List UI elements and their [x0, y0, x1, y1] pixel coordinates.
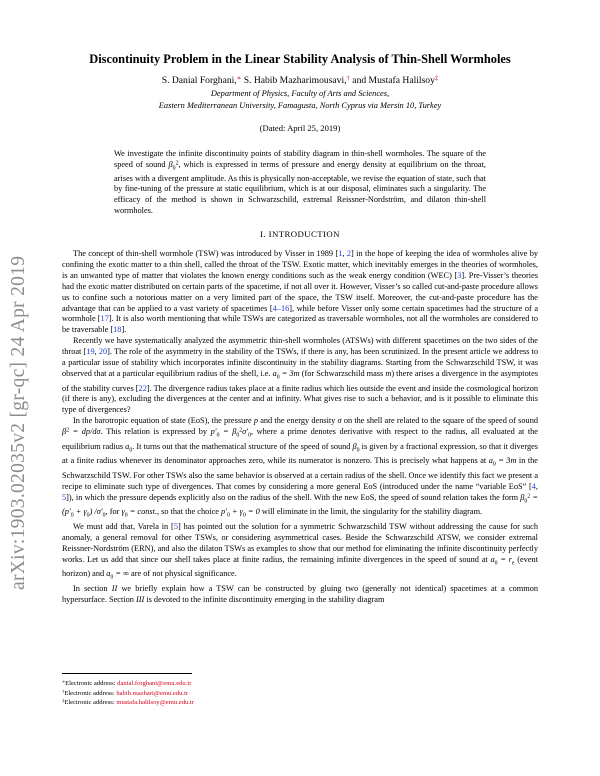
text: (for Schwarzschild mass [299, 368, 386, 378]
math: a [125, 441, 130, 451]
affiliation-line: Department of Physics, Faculty of Arts and Sciences, [210, 89, 390, 98]
text: ]. The divergence radius takes place at a finite radius which lies outside the event and inside the cosmological horizon (if there is any), excluding the divergences at the center and at infinity. What gives rise to such a behavior, and is it possible to eliminate this type of divergences? [62, 383, 538, 415]
text: ]), in which the pressure depends explicitly also on the radius of the shell. With the new EoS, the speed of sound relation takes the form [66, 492, 521, 502]
paragraph [62, 522, 538, 584]
math: β [352, 441, 357, 451]
text: , [94, 347, 99, 357]
footnote [62, 679, 538, 689]
citation-link[interactable]: 20 [98, 347, 108, 357]
math: + γ [229, 507, 243, 517]
footnote-mark: ∗ [62, 678, 66, 684]
text: . It turns out that the mathematical structure of the speed of sound [132, 441, 353, 451]
text: ) there arises a divergence in the asymptotes of the stability curves [ [62, 368, 538, 393]
text: Recently we have systematically analyzed the asymmetric thin-shell wormholes (ATSWs) with different spacetimes on the two sides of the throat [ [62, 336, 538, 357]
citation-link[interactable]: 5 [173, 521, 178, 531]
math: m [385, 368, 392, 378]
math: a [490, 554, 495, 564]
math: γ [121, 507, 125, 517]
math: 0 [216, 432, 220, 439]
footnote [62, 689, 538, 699]
affiliation-line: Eastern Mediterranean University, Famagusta, North Cyprus via Mersin 10, Turkey [158, 101, 442, 110]
section-heading: I. INTRODUCTION [260, 229, 340, 239]
text: , for [105, 507, 122, 517]
math: 0 [276, 374, 280, 381]
text: , so that the choice [156, 507, 222, 517]
footnote-label: Electronic address: [65, 680, 118, 687]
text: In section [73, 583, 112, 593]
math: = 0 [245, 507, 260, 517]
math: a [272, 368, 277, 378]
math: 0 [172, 165, 176, 172]
math: 0 [70, 512, 74, 519]
math: = ∞ [113, 569, 129, 579]
footnote-marker[interactable]: † [346, 74, 350, 82]
email-link[interactable]: habib.mazhari@emu.edu.tr [116, 689, 189, 697]
text: will eliminate in the limit, the singularity for the stability diagram. [259, 507, 483, 517]
math: ) /σ′ [89, 507, 103, 517]
math: 0 [248, 432, 251, 439]
email-link[interactable]: mustafa.halilsoy@emu.edu.tr [116, 699, 194, 707]
paragraph [62, 336, 538, 416]
abstract-text: , which is expressed in terms of pressure and energy density at equilibrium on the throat, arises with a divergent amplitude. As this is physically non-acceptable, we revise the equation of state, such that by fine-tuning of the pressure at static equilibrium, which is at our disposal, eliminates such a singularity. The efficacy of the method is shown in Schwarzschild, extremal Reissner-Nordström, and dilaton thin-shell wormholes. [114, 159, 486, 215]
text: is devoted to the infinite discontinuity emerging in the stability diagram [144, 594, 385, 604]
math: e [511, 560, 515, 567]
citation-link[interactable]: 5 [62, 492, 67, 502]
introduction-body [62, 249, 538, 605]
citation-link[interactable]: 19 [86, 347, 95, 357]
footnote-marker[interactable]: ∗ [236, 74, 242, 82]
citation-link[interactable]: 1 [338, 249, 343, 258]
math: 0 [524, 498, 528, 505]
date-line: (Dated: April 25, 2019) [259, 123, 341, 133]
math: = r [497, 554, 512, 564]
paragraph [62, 584, 538, 606]
text: and the energy density [258, 416, 338, 426]
math: 0 [236, 432, 240, 439]
text: on the shell are related to the square of the speed of sound [341, 416, 538, 426]
paragraph [62, 416, 538, 522]
text: ]. Pre-Visser’s theories had the exotic matter distributed on certain parts of the spacetime, if not all over it. However, Visser’s so called cut-and-paste procedure allows us to confine such a notorious matter on a very limited part of the space, the TSW itself. Moreover, the cut-and-paste procedure has the advantage that can be applied to a vast variety of spacetimes [ [62, 270, 538, 313]
citation-link[interactable]: 17 [100, 314, 109, 324]
math: = 3m [279, 368, 300, 378]
text: (event horizon) and [62, 554, 538, 579]
math: a [106, 569, 111, 579]
math: 0 [86, 512, 90, 519]
text: ]. It is also worth mentioning that while TSWs are categorized as traversable wormholes, not all the wormholes are considered to be traversable [ [62, 314, 538, 335]
math: 0 [356, 447, 360, 454]
text: ]. [121, 325, 127, 335]
citation-link[interactable]: 18 [113, 325, 122, 335]
author-name: and Mustafa Halilsoy [349, 75, 435, 86]
math: = 3m [495, 456, 517, 466]
text: , [342, 249, 347, 258]
footnote-rule [62, 673, 192, 674]
paragraph [62, 249, 538, 336]
text: is given by a fractional expression, so that it diverges at a finite radius whenever its denominator approaches zero, while its numerator is nonzero. This is precisely what happens at [62, 441, 539, 466]
footnote-mark: † [62, 688, 65, 694]
paper-title: Discontinuity Problem in the Linear Stability Analysis of Thin-Shell Wormholes [89, 52, 511, 66]
citation-link[interactable]: 4–16 [272, 303, 290, 313]
arxiv-stamp-text: arXiv:1903.02035v2 [gr-qc] 24 Apr 2019 [8, 255, 29, 590]
math: a [488, 456, 493, 466]
math: 2 [175, 159, 179, 166]
math: σ′ [242, 427, 249, 437]
text: in the Schwarzschild TSW. For other TSWs also the same behavior is observed at a certain radius of the shell. Once we identify this fact we present a recipe to eliminate such type of divergences. That comes by considering a more general EoS (introduced under the name “variable EoS” [ [62, 456, 538, 491]
math: β [520, 492, 525, 502]
math: β [168, 159, 173, 169]
citation-link[interactable]: 2 [346, 249, 352, 258]
footnote [62, 698, 538, 708]
math: 0 [494, 560, 498, 567]
math: 0 [129, 447, 133, 454]
math: 0 [242, 512, 246, 519]
text: , where a prime denotes derivative with respect to the radius, all evaluated at the equilibrium radius [62, 427, 538, 451]
text: ] has pointed out the solution for a symmetric Schwarzschild TSW without addressing the cause for such anomaly, a general removal for other TSWs, or considering asymmetrical cases. Beside the Schwarzschild ATSW, we consider extremal Reissner-Nordström (ERN), and also the dilaton TSWs as examples to show that our method for eliminating the infinite discontinuity perfectly works. Let us add that since our shell takes place at finite radius, the remaining infinite divergences in the speed of sound at [62, 521, 538, 564]
email-link[interactable]: danial.forghani@emu.edu.tr [117, 680, 192, 687]
text: We must add that, Varela in [ [73, 521, 174, 531]
text: ], while before Visser only some certain spacetimes had the structure of a wormhole [ [62, 303, 538, 324]
author-name: S. Danial Forghani, [161, 75, 237, 86]
abstract [114, 149, 486, 216]
footnote-label: Electronic address: [64, 689, 117, 697]
footnote-mark: ‡ [62, 698, 65, 704]
math: p′ [221, 507, 228, 517]
math: 2 [527, 493, 531, 500]
citation-link[interactable]: 22 [138, 383, 147, 393]
author-list [62, 75, 538, 86]
math: p′ [210, 427, 217, 437]
footnotes [62, 679, 538, 708]
math: 0 [110, 574, 114, 581]
abstract-text: We investigate the infinite discontinuity points of stability diagram in thin-shell wormholes. The square of the speed of sound [114, 149, 486, 169]
arxiv-stamp [8, 255, 34, 616]
math: 0 [102, 512, 106, 519]
citation-link[interactable]: 3 [457, 270, 462, 280]
text: we briefly explain how a TSW can be constructed by gluing two (generally not identical) spacetimes at a common hypersurface. Section [62, 583, 538, 604]
footnote-marker[interactable]: ‡ [434, 74, 439, 82]
math: + γ [73, 507, 87, 517]
math: = dp/dσ [69, 427, 101, 437]
author-name: S. Habib Mazharimousavi, [241, 75, 347, 86]
math: II [111, 583, 118, 593]
text: , [535, 481, 538, 491]
text: are of not physical significance. [128, 569, 237, 579]
text: In the barotropic equation of state (EoS), the pressure [73, 416, 254, 426]
math: β [62, 427, 67, 437]
text: The concept of thin-shell wormhole (TSW) was introduced by Visser in 1989 [ [73, 249, 339, 258]
citation-link[interactable]: 4 [531, 481, 536, 491]
math: 2 [66, 427, 70, 434]
math: = const. [127, 507, 157, 517]
text: ]. The role of the asymmetry in the stability of the TSWs, if there is any, has been scrutinized. In the present article we address to a particular issue of stability which incorporates infinite discontinuity in the stability diagrams. Starting from the Schwarzschild TSW, it was observed that at a particular equilibrium radius of the shell, i.e. [62, 347, 538, 378]
math: 0 [227, 512, 230, 519]
math: III [135, 594, 145, 604]
math: p [253, 416, 259, 426]
footnote-label: Electronic address: [64, 699, 117, 707]
math: 2 [239, 427, 243, 434]
math: = β [219, 427, 237, 437]
text: ] in the hope of keeping the idea of wormholes alive by confining the exotic matter to a thin shell, called the throat of the TSW. Exotic matter, which inevitably emerges in the theories of wormholes, is an unwanted type of matter that violates the known energy conditions such as the weak energy condition (WEC) [ [62, 249, 539, 280]
math: 0 [492, 461, 496, 468]
math: σ [337, 416, 342, 426]
math: = (p′ [62, 492, 538, 517]
math: 0 [124, 512, 128, 519]
text: . This relation is expressed by [100, 427, 211, 437]
